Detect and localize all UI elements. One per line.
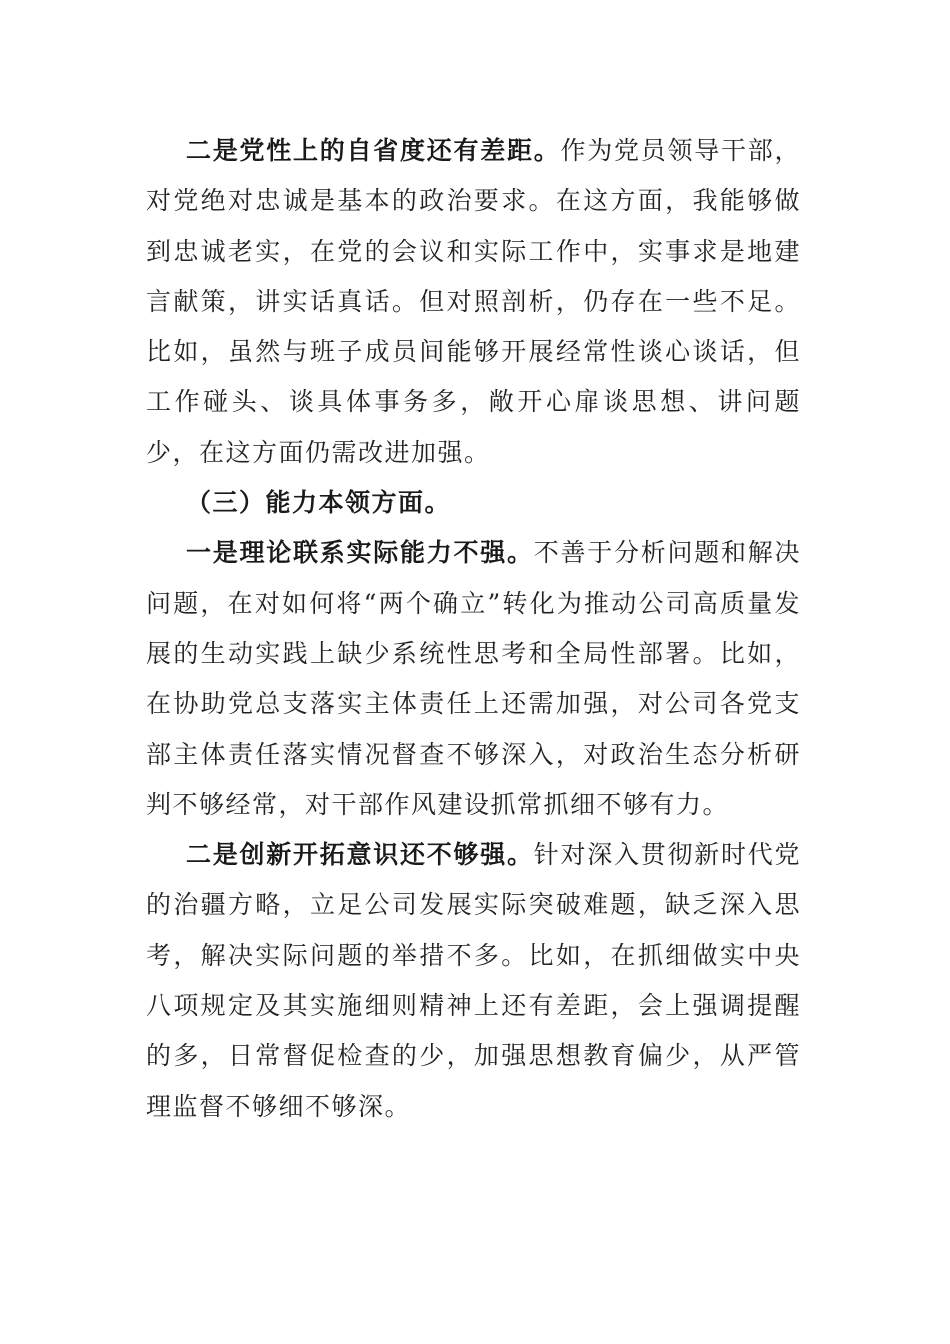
paragraph-body: 不善于分析问题和解决问题，在对如何将“两个确立”转化为推动公司高质量发展的生动实践上缺少系统性思考和全局性部署。比如，在协助党总支落实主体责任上还需加强，对公司各党支部主体责任落实情况督查不够深入，对政治生态分析研判不够经常，对干部作风建设抓常抓细不够有力。 <box>146 538 801 819</box>
paragraph-party-spirit <box>146 126 801 478</box>
paragraph-lead: 一是理论联系实际能力不强。 <box>186 538 534 568</box>
paragraph-theory-practice <box>146 528 801 830</box>
paragraph-lead: 二是创新开拓意识还不够强。 <box>186 840 534 870</box>
paragraph-body: 作为党员领导干部，对党绝对忠诚是基本的政治要求。在这方面，我能够做到忠诚老实，在党的会议和实际工作中，实事求是地建言献策，讲实话真话。但对照剖析，仍存在一些不足。比如，虽然与班子成员间能够开展经常性谈心谈话，但工作碰头、谈具体事务多，敞开心扉谈思想、讲问题少，在这方面仍需改进加强。 <box>146 136 801 467</box>
document-page <box>146 126 801 1132</box>
section-heading: （三）能力本领方面。 <box>186 488 452 518</box>
paragraph-innovation <box>146 830 801 1132</box>
paragraph-lead: 二是党性上的自省度还有差距。 <box>186 136 561 165</box>
paragraph-body: 针对深入贯彻新时代党的治疆方略，立足公司发展实际突破难题，缺乏深入思考，解决实际问题的举措不多。比如，在抓细做实中央八项规定及其实施细则精神上还有差距，会上强调提醒的多，日常督促检查的少，加强思想教育偏少，从严管理监督不够细不够深。 <box>146 840 801 1121</box>
